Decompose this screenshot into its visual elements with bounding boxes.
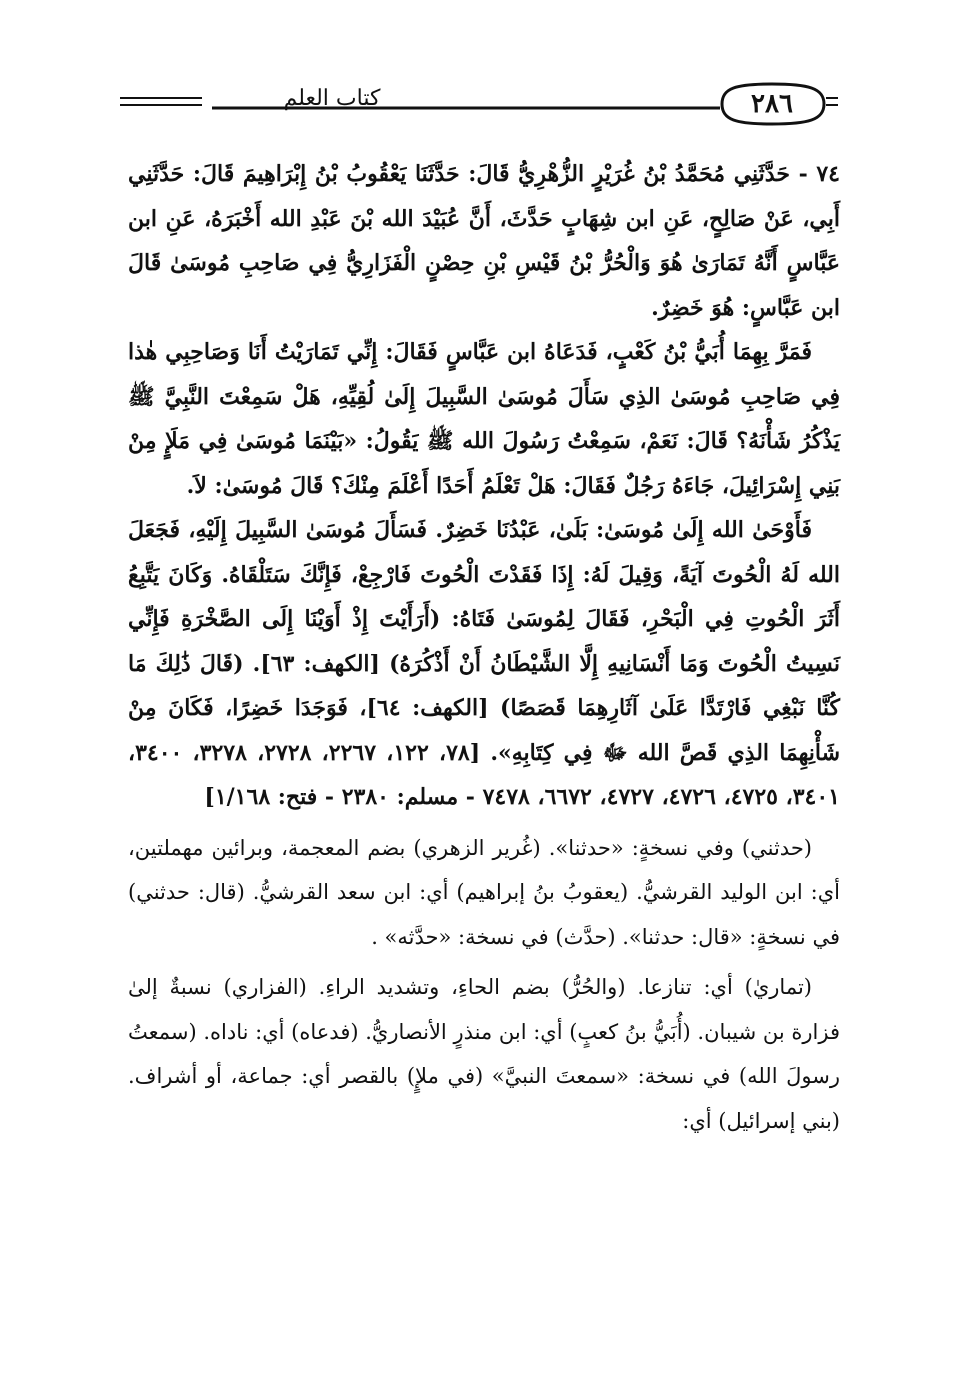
hadith-paragraph: فَأَوْحَىٰ الله إِلَىٰ مُوسَىٰ: بَلَىٰ، عَبْدُنَا خَضِرٌ. فَسَأَلَ مُوسَىٰ السَّبِيلَ إِلَيْهِ، فَجَعَلَ الله لَهُ الْحُوتَ آيَةً، وَقِيلَ لَهُ: إِذَا فَقَدْتَ الْحُوتَ فَارْجِعْ، فَإِنَّكَ سَتَلْقَاهُ. وَكَانَ يَتَّبِعُ أَثَرَ الْحُوتِ فِي الْبَحْرِ، فَقَالَ لِمُوسَىٰ فَتَاهُ: (أَرَأَيْتَ إِذْ أَوَيْنَا إِلَى الصَّخْرَةِ فَإِنِّي نَسِيتُ الْحُوتَ وَمَا أَنْسَانِيهِ إِلَّا الشَّيْطَانُ أَنْ أَذْكُرَهُ) [الكهف: ٦٣]. (قَالَ ذَٰلِكَ مَا كُنَّا نَبْغِي فَارْتَدَّا عَلَىٰ آثَارِهِمَا قَصَصًا) [الكهف: ٦٤]، فَوَجَدَا خَضِرًا، فَكَانَ مِنْ شَأْنِهِمَا الذِي قَصَّ الله ﷻ فِي كِتَابِهِ». [٧٨، ١٢٢، ٢٢٦٧، ٢٧٢٨، ٣٢٧٨، ٣٤٠٠، ٣٤٠١، ٤٧٢٥، ٤٧٢٦، ٤٧٢٧، ٦٦٧٢، ٧٤٧٨ - مسلم: ٢٣٨٠ - فتح: ١/١٦٨]	[128, 517, 841, 810]
page-number: ٢٨٦	[751, 89, 793, 119]
hadith-paragraph: ٧٤ - حَدَّثَنِي مُحَمَّدُ بْنُ غُرَيْرٍ الزُّهْرِيُّ قَالَ: حَدَّثَنَا يَعْقُوبُ بْنُ إِبْرَاهِيمَ قَالَ: حَدَّثَنِي أَبِي، عَنْ صَالِحٍ، عَنِ ابن شِهَابٍ حَدَّثَ، أَنَّ عُبَيْدَ الله بْنَ عَبْدِ الله أَخْبَرَهُ، عَنِ ابن عَبَّاسٍ أَنَّهُ تَمَارَىٰ هُوَ وَالْحُرُّ بْنُ قَيْسِ بْنِ حِصْنٍ الْفَزَارِيُّ فِي صَاحِبِ مُوسَىٰ قَالَ ابن عَبَّاسٍ: هُوَ خَضِرٌ.	[128, 161, 840, 321]
page-header	[120, 78, 838, 130]
commentary-paragraph: (تماريٰ) أي: تنازعا. (والحُرُّ) بضم الحاءِ، وتشديد الراءِ. (الفزاري) نسبةٌ إلىٰ فزارة بن شيبان. (أُبَيُّ بنُ كعبٍ) أي: ابن منذرٍ الأنصاريُّ. (فدعاه) أي: ناداه. (سمعتُ رسولَ الله) في نسخة: «سمعتَ النبيَّ» (في ملإٍ) بالقصر أي: جماعة، أو أشراف. (بني إسرائيل) أي:	[128, 975, 840, 1133]
book-title: كتاب العلم	[283, 86, 381, 111]
page-body	[128, 152, 840, 1143]
commentary-paragraph: (حدثني) وفي نسخةٍ: «حدثنا». (غُرير الزهري) بضم المعجمة، وبرائين مهملتين، أي: ابن الوليد القرشيُّ. (يعقوبُ بنُ إبراهيم) أي: ابن سعد القرشيُّ. (قال: حدثني) في نسخةٍ: «قال: حدثنا». (حدَّث) في نسخة: «حدَّثه» .	[128, 835, 840, 949]
hadith-paragraph: فَمَرَّ بِهِمَا أُبَيُّ بْنُ كَعْبٍ، فَدَعَاهُ ابن عَبَّاسٍ فَقَالَ: إِنِّي تَمَارَيْتُ أَنَا وَصَاحِبِي هٰذا فِي صَاحِبِ مُوسَىٰ الذِي سَأَلَ مُوسَىٰ السَّبِيلَ إِلَىٰ لُقِيِّهِ، هَلْ سَمِعْتَ النَّبِيَّ ﷺ يَذْكُرُ شَأْنَهُ؟ قَالَ: نَعَمْ، سَمِعْتُ رَسُولَ الله ﷺ يَقُولُ: «بَيْنَمَا مُوسَىٰ فِي مَلَإٍ مِنْ بَنِي إِسْرَائِيلَ، جَاءَهُ رَجُلٌ فَقَالَ: هَلْ تَعْلَمُ أَحَدًا أَعْلَمَ مِنْكَ؟ قَالَ مُوسَىٰ: لاَ.	[128, 339, 840, 499]
